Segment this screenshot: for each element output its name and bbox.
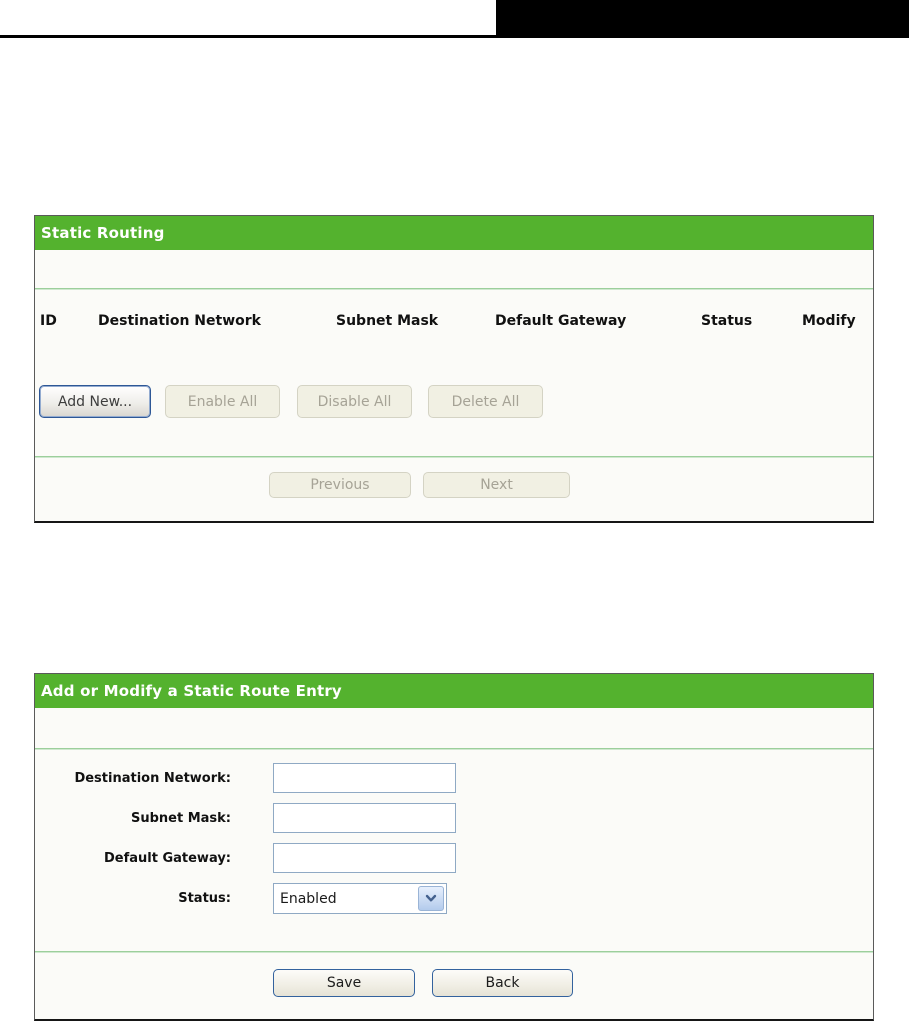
default-gateway-label: Default Gateway: [103, 850, 231, 866]
disable-all-button[interactable]: Disable All [297, 385, 412, 418]
back-button[interactable]: Back [432, 969, 573, 997]
chevron-down-icon[interactable] [418, 886, 444, 911]
separator-line [35, 951, 873, 953]
separator-line [35, 456, 873, 458]
add-modify-title-bar [35, 674, 873, 708]
status-label: Status: [178, 891, 231, 906]
column-header-id: ID [40, 312, 57, 329]
delete-all-button[interactable]: Delete All [428, 385, 543, 418]
add-modify-route-panel [34, 673, 874, 1021]
form-row-destination-network [35, 763, 873, 793]
add-new-button[interactable]: Add New... [39, 385, 151, 418]
column-header-default-gateway: Default Gateway [495, 312, 627, 329]
static-routing-title: Static Routing [41, 224, 165, 242]
column-header-subnet-mask: Subnet Mask [336, 312, 439, 329]
column-header-modify: Modify [802, 312, 856, 329]
form-actions-row [273, 969, 873, 997]
routing-table-header-row [35, 311, 873, 330]
add-modify-title: Add or Modify a Static Route Entry [41, 682, 342, 700]
enable-all-button[interactable]: Enable All [165, 385, 280, 418]
save-button[interactable]: Save [273, 969, 415, 997]
form-row-subnet-mask [35, 803, 873, 833]
status-select-value: Enabled [280, 890, 337, 907]
destination-network-label: Destination Network: [74, 770, 231, 786]
static-routing-title-bar [35, 216, 873, 250]
destination-network-input[interactable] [273, 763, 456, 793]
route-entry-form [35, 763, 873, 914]
static-routing-panel [34, 215, 874, 523]
subnet-mask-label: Subnet Mask: [130, 810, 231, 826]
routing-actions-row [35, 385, 873, 418]
status-select[interactable] [273, 883, 447, 914]
header-redaction-block [496, 0, 909, 37]
default-gateway-input[interactable] [273, 843, 456, 873]
column-header-status: Status [701, 312, 753, 329]
column-header-destination-network: Destination Network [98, 312, 261, 329]
subnet-mask-input[interactable] [273, 803, 456, 833]
separator-line [35, 748, 873, 750]
form-row-status [35, 883, 873, 914]
pagination-row [269, 472, 873, 498]
previous-button[interactable]: Previous [269, 472, 411, 498]
next-button[interactable]: Next [423, 472, 570, 498]
form-row-default-gateway [35, 843, 873, 873]
separator-line [35, 288, 873, 290]
